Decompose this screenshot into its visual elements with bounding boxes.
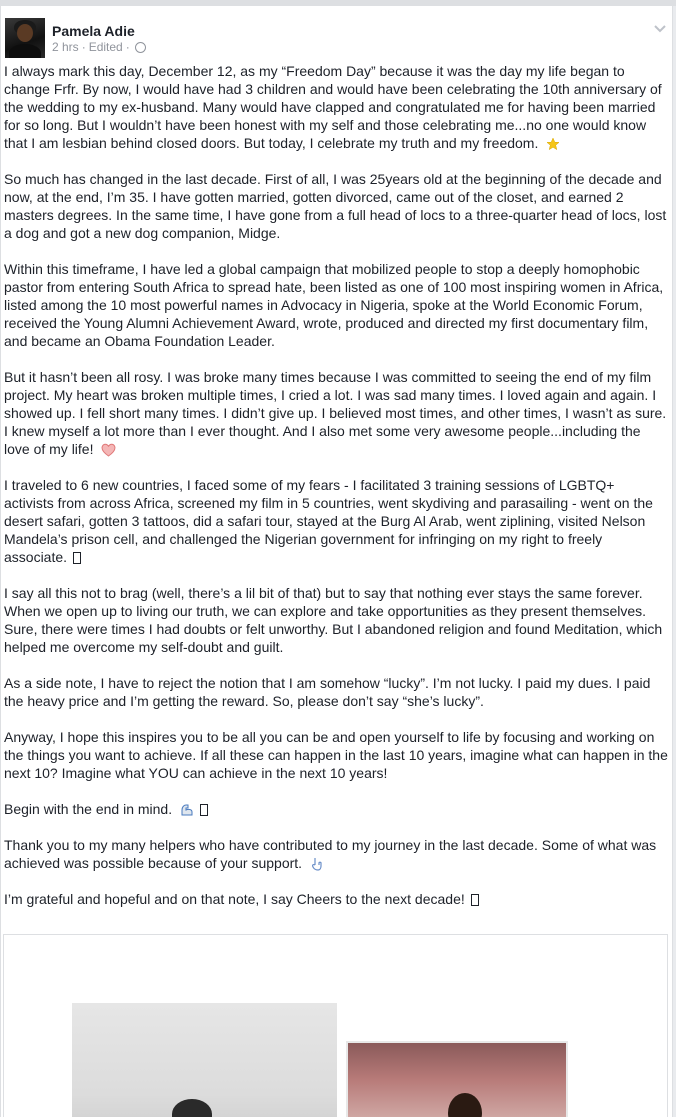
photo-subject <box>172 1099 212 1117</box>
photo-subject <box>448 1093 482 1117</box>
hand-icon <box>310 857 322 871</box>
post-paragraph: Within this timeframe, I have led a global campaign that mobilized people to stop a deeply homophobic pastor from entering South Africa to spread hate, been listed as one of 100 most inspiring women in Africa, listed among the 10 most powerful names in Advocacy in Nigeria, spoke at the World Economic Forum, received the Young Alumni Achievement Award, wrote, produced and directed my first documentary film, and became an Obama Foundation Leader. <box>4 261 664 349</box>
post-paragraph: Anyway, I hope this inspires you to be all you can be and open yourself to life by focusing and working on the things you want to achieve. If all these can happen in the last 10 years, imagine what can happen in the next 10? Imagine what YOU can achieve in the next 10 years! <box>4 729 668 781</box>
post-paragraph: As a side note, I have to reject the notion that I am somehow “lucky”. I’m not lucky. I paid my dues. I paid the heavy price and I’m getting the reward. So, please don’t say “she’s lucky”. <box>4 675 651 709</box>
post-paragraph: I traveled to 6 new countries, I faced some of my fears - I facilitated 3 training sessions of LGBTQ+ activists from across Africa, screened my film in 5 countries, went skydiving and parasailing - went on the desert safari, gotten 3 tattoos, did a safari tour, stayed at the Burg Al Arab, went ziplining, visited Nelson Mandela’s prison cell, and challenged the Nigerian government for infringing on my right to freely associate. <box>4 477 653 565</box>
avatar-shoulders <box>9 44 41 58</box>
chevron-down-icon[interactable] <box>653 22 667 36</box>
globe-icon[interactable] <box>135 42 146 53</box>
post-paragraph: Thank you to my many helpers who have contributed to my journey in the last decade. Some of what was achieved was possible because of your support. <box>4 837 657 871</box>
meta-separator: · <box>81 40 86 54</box>
avatar[interactable] <box>5 18 45 58</box>
post-photo[interactable] <box>346 1041 568 1117</box>
meta-separator: · <box>125 40 130 54</box>
unrendered-emoji-icon <box>73 552 81 564</box>
post-paragraph: Begin with the end in mind. <box>4 800 668 818</box>
unrendered-emoji-icon <box>200 804 208 816</box>
post-time[interactable]: 2 hrs <box>52 40 79 54</box>
avatar-face <box>17 24 33 42</box>
star-icon <box>546 137 560 151</box>
post-paragraph: But it hasn’t been all rosy. I was broke many times because I was committed to seeing the end of my film project. My heart was broken multiple times, I cried a lot. I was sad many times. I loved again and again. I showed up. I fell short many times. I didn’t give up. I believed most times, and other times, I wasn’t as sure. I knew myself a lot more than I ever thought. And I also met some very awesome people...including the love of my life! <box>4 369 667 457</box>
edited-label[interactable]: Edited <box>88 40 123 54</box>
author-name[interactable]: Pamela Adie <box>52 23 135 39</box>
post-paragraph: I say all this not to brag (well, there’s a lil bit of that) but to say that nothing ever stays the same forever. When we open up to living our truth, we can explore and take opportunities as they present themselves. Sure, there were times I had doubts or felt unworthy. But I abandoned religion and found Meditation, which helped me overcome my self-doubt and guilt. <box>4 585 663 655</box>
post-meta <box>52 40 146 54</box>
post-paragraph: So much has changed in the last decade. First of all, I was 25years old at the beginning of the decade and now, at the end, I’m 35. I have gotten married, gotten divorced, came out of the closet, and earned 2 masters degrees. In the same time, I have gone from a full head of locs to a three-quarter head of locs, lost a dog and got a new dog companion, Midge. <box>4 171 667 241</box>
post-body <box>4 62 668 926</box>
heart-icon <box>101 443 116 457</box>
post-photo-grid[interactable] <box>3 934 668 1117</box>
post-paragraph: I’m grateful and hopeful and on that note, I say Cheers to the next decade! <box>4 890 668 908</box>
unrendered-emoji-icon <box>471 894 479 906</box>
post-paragraph: I always mark this day, December 12, as my “Freedom Day” because it was the day my life began to change Frfr. By now, I would have had 3 children and would have been celebrating the 10th anniversary of the wedding to my ex-husband. Many would have clapped and congratulated me for having been married for so long. But I wouldn’t have been honest with my self and those celebrating me...no one would know that I am lesbian behind closed doors. But today, I celebrate my truth and my freedom. <box>4 63 662 151</box>
flexed-biceps-icon <box>180 803 194 817</box>
post-photo[interactable] <box>72 1003 337 1117</box>
